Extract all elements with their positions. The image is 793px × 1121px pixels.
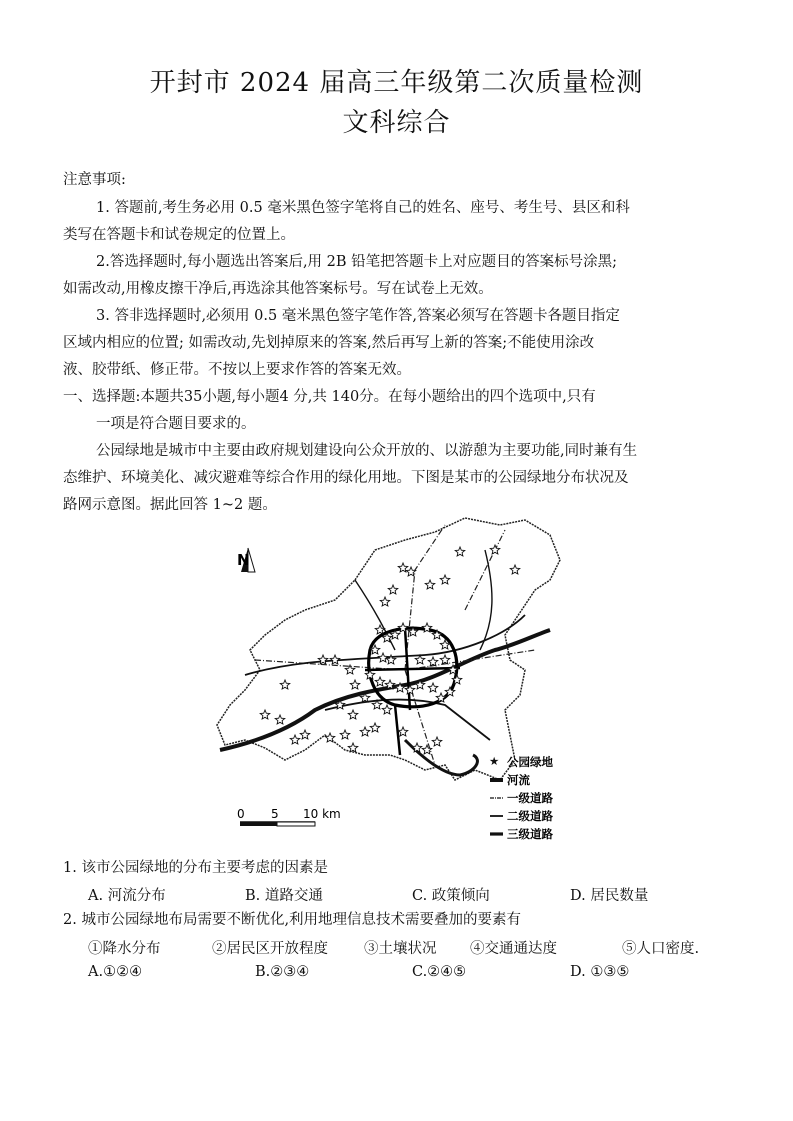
primary-road (405, 525, 445, 670)
park-star-icon (300, 730, 310, 739)
park-star-icon (406, 567, 416, 576)
park-star-icon (455, 547, 465, 556)
section-heading-cont: 一项是符合题目要求的。 (96, 416, 256, 432)
park-star-icon (422, 745, 432, 754)
legend-secondary-road: 二级道路 (507, 809, 553, 823)
notice-line: 3. 答非选择题时,必须用 0.5 毫米黑色签字笔作答,答案必须写在答题卡各题目指定 (96, 308, 620, 324)
q2-option-b[interactable]: B.②③④ (255, 964, 310, 980)
notice-line: 类写在答题卡和试卷规定的位置上。 (63, 227, 295, 243)
park-star-icon (382, 705, 392, 714)
q1-option-c[interactable]: C. 政策倾向 (412, 888, 490, 904)
park-star-icon (490, 545, 500, 554)
park-star-icon (440, 575, 450, 584)
question-2-stem: 2. 城市公园绿地布局需要不断优化,利用地理信息技术需要叠加的要素有 (63, 912, 522, 928)
park-star-icon (432, 737, 442, 746)
park-star-icon (330, 655, 340, 664)
notice-line: 1. 答题前,考生务必用 0.5 毫米黑色签字笔将自己的姓名、座号、考生号、县区和科 (96, 200, 630, 216)
park-star-icon (398, 727, 408, 736)
park-star-icon (365, 670, 375, 679)
park-star-icon (388, 585, 398, 594)
q2-item-4: ④交通通达度 (470, 941, 557, 957)
park-star-icon (375, 677, 385, 686)
park-star-icon (348, 710, 358, 719)
q1-option-b[interactable]: B. 道路交通 (245, 888, 323, 904)
scale-bar (237, 807, 341, 826)
q2-option-c[interactable]: C.②④⑤ (412, 964, 467, 980)
legend-park: 公园绿地 (507, 755, 553, 769)
q2-option-d[interactable]: D. ①③⑤ (570, 964, 630, 980)
park-star-icon (360, 727, 370, 736)
passage-line: 路网示意图。据此回答 1~2 题。 (63, 497, 277, 513)
park-star-icon (318, 655, 328, 664)
q1-option-a[interactable]: A. 河流分布 (88, 888, 166, 904)
exam-subtitle: 文科综合 (342, 108, 451, 138)
scale-label-5: 5 (271, 807, 279, 821)
scale-label-0: 0 (237, 807, 245, 821)
q2-item-2: ②居民区开放程度 (212, 941, 328, 957)
passage-line: 公园绿地是城市中主要由政府规划建设向公众开放的、以游憩为主要功能,同时兼有生 (96, 443, 638, 459)
section-heading: 一、选择题:本题共35小题,每小题4 分,共 140分。在每小题给出的四个选项中,只有 (63, 389, 596, 405)
park-star-icon (428, 657, 438, 666)
notice-line: 区域内相应的位置; 如需改动,先划掉原来的答案,然后再写上新的答案;不能使用涂改 (63, 335, 595, 351)
north-label: N (237, 551, 250, 569)
q2-item-5: ⑤人口密度. (622, 941, 700, 957)
passage-line: 态维护、环境美化、减灾避难等综合作用的绿化用地。下图是某市的公园绿地分布状况及 (63, 470, 629, 486)
primary-road (465, 530, 505, 610)
park-star-icon (280, 680, 290, 689)
park-star-icon (428, 683, 438, 692)
park-star-icon (425, 580, 435, 589)
river (220, 630, 550, 750)
question-1-stem: 1. 该市公园绿地的分布主要考虑的因素是 (63, 860, 328, 876)
q2-item-1: ①降水分布 (88, 941, 161, 957)
q1-option-d[interactable]: D. 居民数量 (570, 888, 649, 904)
notice-line: 2.答选择题时,每小题选出答案后,用 2B 铅笔把答题卡上对应题目的答案标号涂黑; (96, 254, 618, 270)
q2-option-a[interactable]: A.①②④ (88, 964, 143, 980)
scale-label-10: 10 km (303, 807, 341, 821)
park-star-icon (378, 653, 388, 662)
park-star-icon (260, 710, 270, 719)
park-star-icon (412, 743, 422, 752)
park-star-icon (290, 735, 300, 744)
park-star-icon (340, 730, 350, 739)
notice-heading: 注意事项: (63, 172, 126, 188)
secondary-road (480, 550, 492, 650)
park-distribution-map (205, 510, 587, 850)
city-boundary (217, 518, 560, 780)
legend-tertiary-road: 三级道路 (507, 827, 553, 841)
park-star-icon (510, 565, 520, 574)
park-star-icon (440, 655, 450, 664)
primary-road (255, 650, 535, 670)
notice-line: 如需改动,用橡皮擦干净后,再选涂其他答案标号。写在试卷上无效。 (63, 281, 493, 297)
park-star-icon (350, 680, 360, 689)
exam-title: 开封市 2024 届高三年级第二次质量检测 (149, 68, 644, 98)
park-star-icon (370, 723, 380, 732)
north-arrow (237, 548, 255, 572)
park-star-icon (275, 715, 285, 724)
q2-item-3: ③土壤状况 (364, 941, 437, 957)
legend-river: 河流 (507, 773, 530, 787)
legend-primary-road: 一级道路 (507, 791, 553, 805)
map-legend (489, 754, 553, 841)
park-star-icon (380, 597, 390, 606)
notice-line: 液、胶带纸、修正带。不按以上要求作答的答案无效。 (63, 362, 411, 378)
legend-star-icon: ★ (489, 754, 500, 768)
